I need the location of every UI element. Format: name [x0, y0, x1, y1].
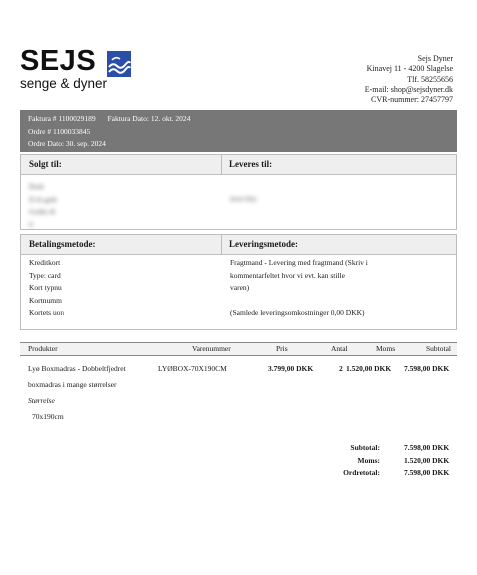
payment-method-details: Kreditkort Type: card Kort typnu Kortnumm Kortets uon — [29, 258, 65, 317]
payment-redaction — [65, 293, 185, 321]
product-vat: 1.520,00 DKK — [346, 364, 392, 373]
subtotal-value: 7.598,00 DKK — [404, 443, 450, 452]
company-cvr: CVR-nummer: 27457797 — [371, 95, 453, 105]
top-band — [0, 0, 477, 40]
col-price: Pris — [276, 344, 288, 353]
invoice-number: Faktura # 1100029189 — [28, 114, 96, 123]
invoice-date: Faktura Dato: 12. okt. 2024 — [107, 114, 191, 123]
sold-to-address: Doth D th gath Gedm dl 0 — [29, 182, 57, 229]
product-price: 3.799,00 DKK — [268, 364, 314, 373]
order-date: Ordre Dato: 30. sep. 2024 — [28, 139, 106, 148]
col-product: Produkter — [28, 344, 58, 353]
shipping-method-details: Fragtmand - Levering med fragtmand (Skriv i kommentarfeltet hvor vi evt. kan stille varen) (Samlede leveringsomkostninger 0,00 DKK) — [230, 258, 368, 317]
order-total-label: Ordretotal: — [343, 468, 380, 477]
vat-label: Moms: — [357, 456, 380, 465]
product-table-header — [20, 342, 457, 356]
subtotal-label: Subtotal: — [350, 443, 380, 452]
product-name-line1: Lyø Boxmadras - Dobbeltfjedret — [28, 364, 126, 373]
payment-method-heading: Betalingsmetode: — [29, 239, 96, 249]
product-option-label: Størrelse — [28, 396, 55, 405]
col-vat: Moms — [376, 344, 396, 353]
company-info — [365, 54, 453, 105]
ship-to-address: mon bity — [230, 194, 257, 203]
invoice-header — [20, 110, 457, 152]
company-phone: Tlf. 58255656 — [407, 74, 453, 84]
company-email[interactable]: E-mail: shop@sejsdyner.dk — [364, 84, 453, 94]
method-box — [20, 234, 457, 330]
company-address: Kinavej 11 - 4200 Slagelse — [366, 64, 453, 74]
logo-wordmark: SEJS — [20, 45, 97, 77]
product-sku: LYØBOX-70X190CM — [158, 364, 227, 373]
vat-value: 1.520,00 DKK — [404, 456, 450, 465]
logo-wave-icon — [107, 51, 131, 77]
product-subtotal: 7.598,00 DKK — [404, 364, 450, 373]
address-box — [20, 154, 457, 230]
logo-subtitle: senge & dyner — [20, 76, 108, 91]
company-name: Sejs Dyner — [417, 54, 453, 63]
order-number: Ordre # 1100033845 — [28, 126, 91, 136]
shipping-method-heading: Leveringsmetode: — [229, 239, 298, 249]
col-subtotal: Subtotal — [426, 344, 452, 353]
product-option-value: 70x190cm — [32, 412, 64, 421]
order-total-value: 7.598,00 DKK — [404, 468, 450, 477]
col-sku: Varenummer — [192, 344, 231, 353]
sold-to-heading: Solgt til: — [29, 159, 62, 169]
col-qty: Antal — [331, 344, 348, 353]
company-logo — [20, 45, 135, 92]
product-name-line2: boxmadras i mange størrelser — [28, 380, 117, 389]
product-qty: 2 — [339, 364, 343, 373]
ship-to-heading: Leveres til: — [229, 159, 273, 169]
